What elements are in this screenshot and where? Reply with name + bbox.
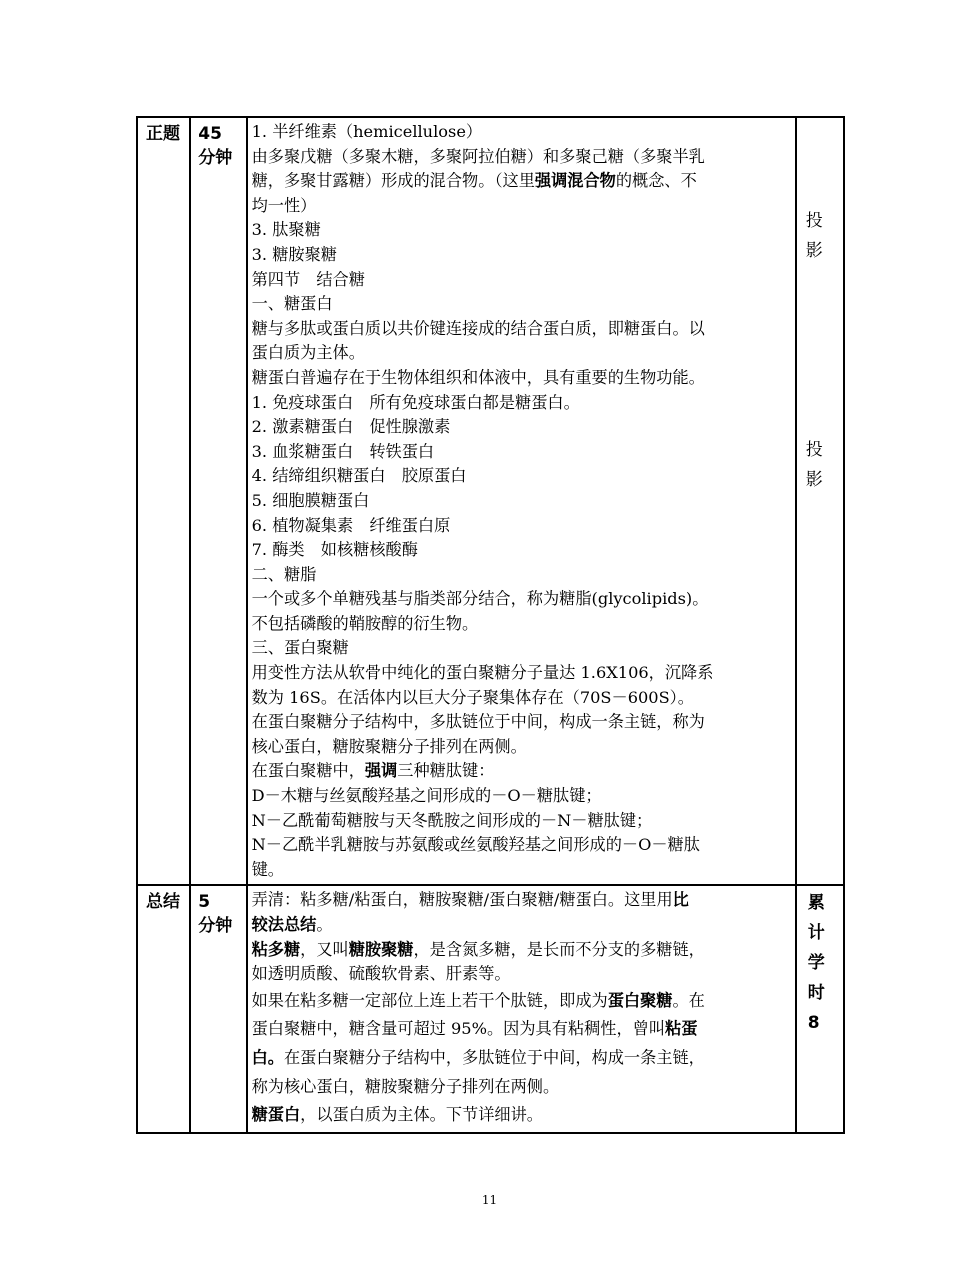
duration-label: 5 分钟 xyxy=(198,892,233,937)
text-segment: ，以蛋白质为主体。下节详细讲。 xyxy=(300,1105,543,1125)
text-segment: 。 xyxy=(316,915,333,934)
text-line: 称为核心蛋白，糖胺聚糖分子排列在两侧。 xyxy=(251,1076,560,1096)
text-line: D－木糖与丝氨酸羟基之间形成的－O－糖肽键； xyxy=(251,786,602,806)
text-line: 核心蛋白，糖胺聚糖分子排列在两侧。 xyxy=(251,736,527,756)
hours-cell xyxy=(796,885,844,1132)
text-line: 3. 血浆糖蛋白 转铁蛋白 xyxy=(251,441,435,461)
text-line: 6. 植物凝集素 纤维蛋白原 xyxy=(251,515,451,535)
text-line: 均一性） xyxy=(251,195,317,215)
text-line xyxy=(252,913,791,938)
emphasis-text: 强调混合物 xyxy=(534,171,616,191)
emphasis-text: 糖蛋白 xyxy=(251,1105,301,1125)
text-line: 2. 激素糖蛋白 促性腺激素 xyxy=(251,417,451,437)
emphasis-text: 强调 xyxy=(364,761,398,781)
text-segment: 。在 xyxy=(672,990,705,1010)
text-line xyxy=(252,938,791,963)
section-cell xyxy=(137,885,190,1132)
text-line: 糖蛋白普遍存在于生物体组织和体液中，具有重要的生物功能。 xyxy=(251,367,705,387)
emphasis-text: 粘多糖 xyxy=(251,939,301,959)
text-line xyxy=(252,888,791,913)
section-cell xyxy=(137,117,190,885)
text-segment: ，是含氮多糖，是长而不分支的多糖链， xyxy=(413,939,705,959)
summary-text xyxy=(248,886,795,1131)
section-label: 总结 xyxy=(146,892,180,913)
text-line: 一、糖蛋白 xyxy=(251,294,333,314)
duration-cell xyxy=(190,885,246,1132)
text-line: 如透明质酸、硫酸软骨素、肝素等。 xyxy=(251,964,511,984)
text-segment: 在蛋白聚糖中， xyxy=(251,761,365,781)
text-line: N－乙酰葡萄糖胺与天冬酰胺之间形成的－N－糖肽键； xyxy=(251,810,653,830)
duration-cell xyxy=(190,117,246,885)
text-line: 5. 细胞膜糖蛋白 xyxy=(251,490,370,510)
text-line: 3. 糖胺聚糖 xyxy=(251,244,337,264)
text-line: 7. 酶类 如核糖核酸酶 xyxy=(251,540,418,560)
content-cell xyxy=(247,885,796,1132)
text-line: 键。 xyxy=(251,859,284,879)
text-line: 蛋白质为主体。 xyxy=(251,343,365,363)
text-line xyxy=(252,1101,791,1130)
text-line xyxy=(252,1044,791,1073)
text-line xyxy=(252,759,791,784)
text-line: 糖与多肽或蛋白质以共价键连接成的结合蛋白质，即糖蛋白。以 xyxy=(251,318,705,338)
text-line: 三、蛋白聚糖 xyxy=(251,638,349,658)
text-line: 1. 半纤维素（hemicellulose） xyxy=(251,122,483,141)
duration-label: 45 分钟 xyxy=(198,124,233,168)
text-segment: 糖，多聚甘露糖）形成的混合物。（这里 xyxy=(251,171,535,191)
text-line xyxy=(252,169,791,194)
text-line: 二、糖脂 xyxy=(251,564,317,584)
emphasis-text: 蛋白聚糖 xyxy=(607,990,673,1010)
page-number: 11 xyxy=(481,1193,498,1207)
text-segment: 蛋白聚糖中，糖含量可超过 95%。因为具有粘稠性，曾叫 xyxy=(251,1019,666,1039)
method-label-mid: 投 影 xyxy=(805,440,823,490)
text-line: 4. 结缔组织糖蛋白 胶原蛋白 xyxy=(251,466,467,486)
emphasis-text: 白。 xyxy=(251,1047,284,1067)
text-line: 不包括磷酸的鞘胺醇的衍生物。 xyxy=(251,613,479,633)
lesson-plan-table xyxy=(136,116,845,1134)
text-segment: 在蛋白聚糖分子结构中，多肽链位于中间，构成一条主链， xyxy=(283,1047,705,1067)
text-line: 在蛋白聚糖分子结构中，多肽链位于中间，构成一条主链，称为 xyxy=(251,712,705,732)
content-cell xyxy=(247,117,796,885)
text-line: 用变性方法从软骨中纯化的蛋白聚糖分子量达 1.6X106，沉降系 xyxy=(251,663,714,683)
content-text xyxy=(248,118,795,884)
text-segment: 如果在粘多糖一定部位上连上若干个肽链，即成为 xyxy=(251,990,608,1010)
text-line: 第四节 结合糖 xyxy=(251,269,365,289)
method-cell xyxy=(796,117,844,885)
text-segment: 的概念、不 xyxy=(615,171,697,191)
emphasis-text: 粘蛋 xyxy=(665,1019,698,1039)
emphasis-text: 较法总结 xyxy=(251,915,317,934)
text-line xyxy=(252,1015,791,1044)
text-segment: 三种糖肽键： xyxy=(397,761,495,781)
text-line: 1. 免疫球蛋白 所有免疫球蛋白都是糖蛋白。 xyxy=(251,392,580,412)
text-line: 一个或多个单糖残基与脂类部分结合，称为糖脂(glycolipids)。 xyxy=(251,589,709,609)
text-line: 由多聚戊糖（多聚木糖，多聚阿拉伯糖）和多聚己糖（多聚半乳 xyxy=(251,146,705,166)
method-label-top: 投 影 xyxy=(805,211,823,261)
emphasis-text: 糖胺聚糖 xyxy=(348,939,414,959)
text-segment: ，又叫 xyxy=(300,939,349,959)
table-row-summary xyxy=(137,885,844,1132)
text-segment: 弄清：粘多糖/粘蛋白，糖胺聚糖/蛋白聚糖/糖蛋白。这里用 xyxy=(251,890,673,910)
emphasis-text: 比 xyxy=(672,890,689,910)
text-line: 3. 肽聚糖 xyxy=(251,220,321,240)
cumulative-hours-label: 累 计 学 时 8 xyxy=(807,893,825,1034)
text-line: N－乙酰半乳糖胺与苏氨酸或丝氨酸羟基之间形成的－O－糖肽 xyxy=(251,835,700,855)
text-line: 数为 16S。在活体内以巨大分子聚集体存在（70S－600S）。 xyxy=(251,687,694,707)
text-line xyxy=(252,987,791,1016)
table-row-main xyxy=(137,117,844,885)
section-label: 正题 xyxy=(146,124,180,144)
